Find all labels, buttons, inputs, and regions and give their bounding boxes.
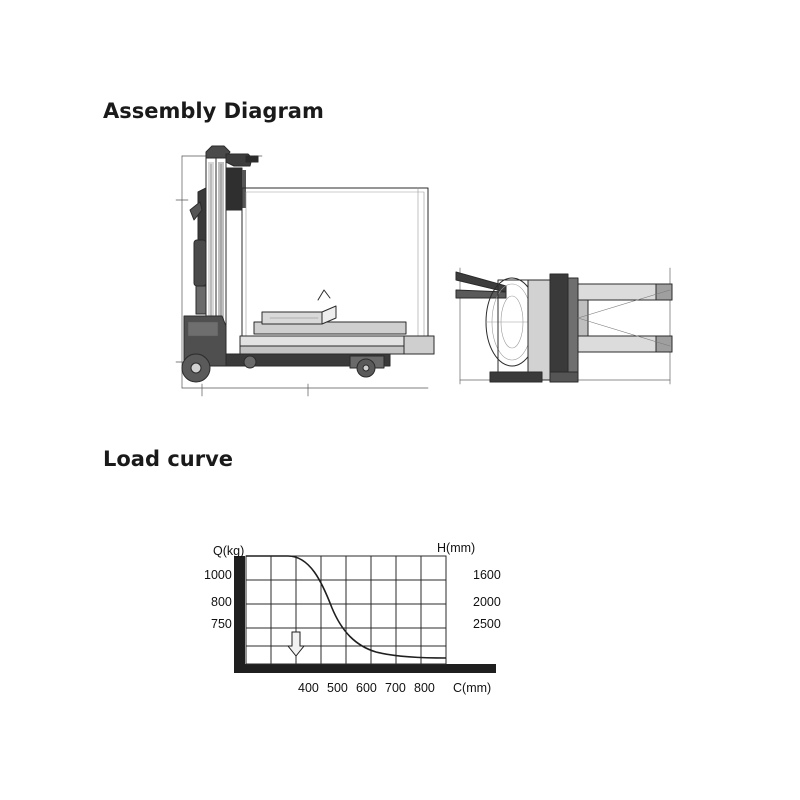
y-tick-800: 800: [211, 595, 232, 609]
x-axis-title: C(mm): [453, 681, 492, 695]
y2-tick-2000: 2000: [473, 595, 501, 609]
y-axis-bar: [234, 556, 245, 670]
assembly-diagram-title: Assembly Diagram: [103, 99, 324, 123]
x-axis-bar: [234, 664, 496, 673]
y2-tick-2500: 2500: [473, 617, 501, 631]
y-tick-750: 750: [211, 617, 232, 631]
load-curve-title: Load curve: [103, 447, 234, 471]
grid: [246, 556, 446, 664]
y2-axis-title: H(mm): [437, 541, 476, 555]
x-tick-700: 700: [385, 681, 406, 695]
load-center-arrow: [288, 632, 304, 656]
y-tick-1000: 1000: [204, 568, 232, 582]
x-tick-500: 500: [327, 681, 348, 695]
side-view-group: [176, 146, 434, 396]
x-tick-400: 400: [298, 681, 319, 695]
assembly-diagram: [150, 140, 710, 425]
x-tick-600: 600: [356, 681, 377, 695]
front-view-group: [456, 268, 672, 384]
x-tick-800: 800: [414, 681, 435, 695]
y-axis-title: Q(kg): [213, 544, 245, 558]
y2-tick-1600: 1600: [473, 568, 501, 582]
